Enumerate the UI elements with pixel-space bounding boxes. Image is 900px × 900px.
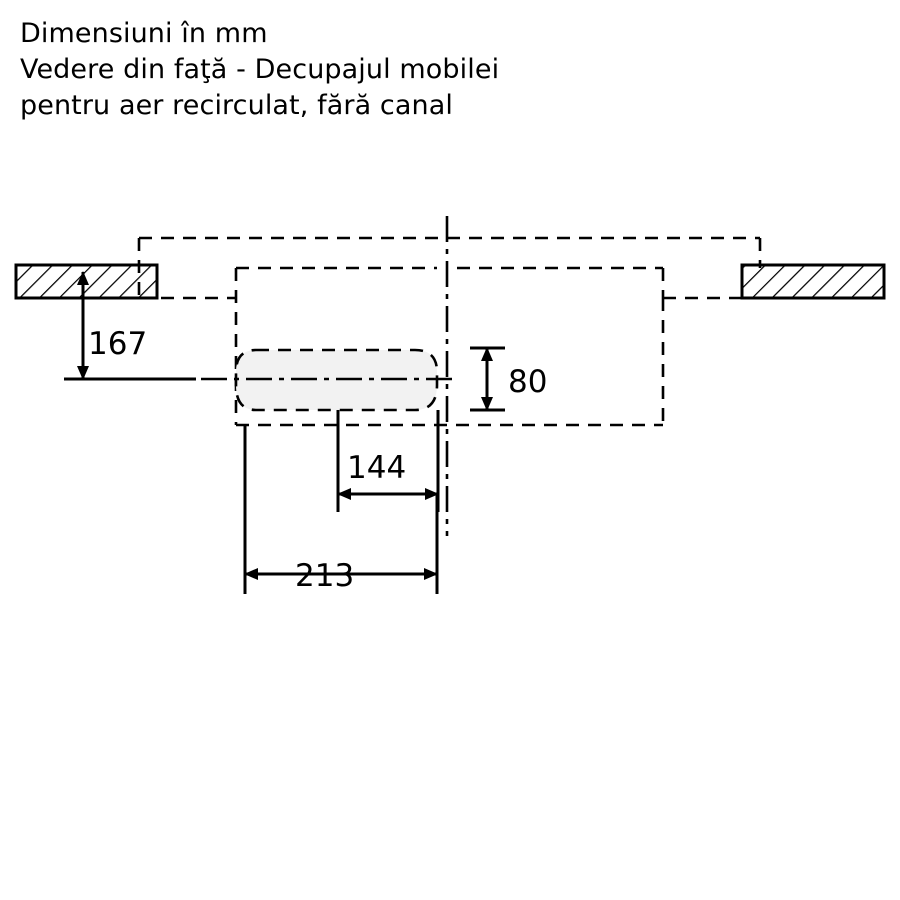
worktop-right bbox=[742, 265, 884, 298]
dimension-213-label: 213 bbox=[295, 558, 355, 594]
dimension-80 bbox=[470, 348, 547, 410]
title-line-2: Vedere din faţă - Decupajul mobilei bbox=[20, 54, 500, 85]
dimension-167-label: 167 bbox=[88, 326, 148, 362]
title-line-1: Dimensiuni în mm bbox=[20, 18, 268, 49]
title-line-3: pentru aer recirculat, fără canal bbox=[20, 90, 453, 121]
dimension-144-label: 144 bbox=[347, 450, 407, 486]
dimension-213 bbox=[245, 425, 437, 594]
dimension-80-label: 80 bbox=[508, 364, 548, 400]
worktop-left bbox=[16, 265, 157, 298]
appliance-outline bbox=[139, 238, 760, 425]
